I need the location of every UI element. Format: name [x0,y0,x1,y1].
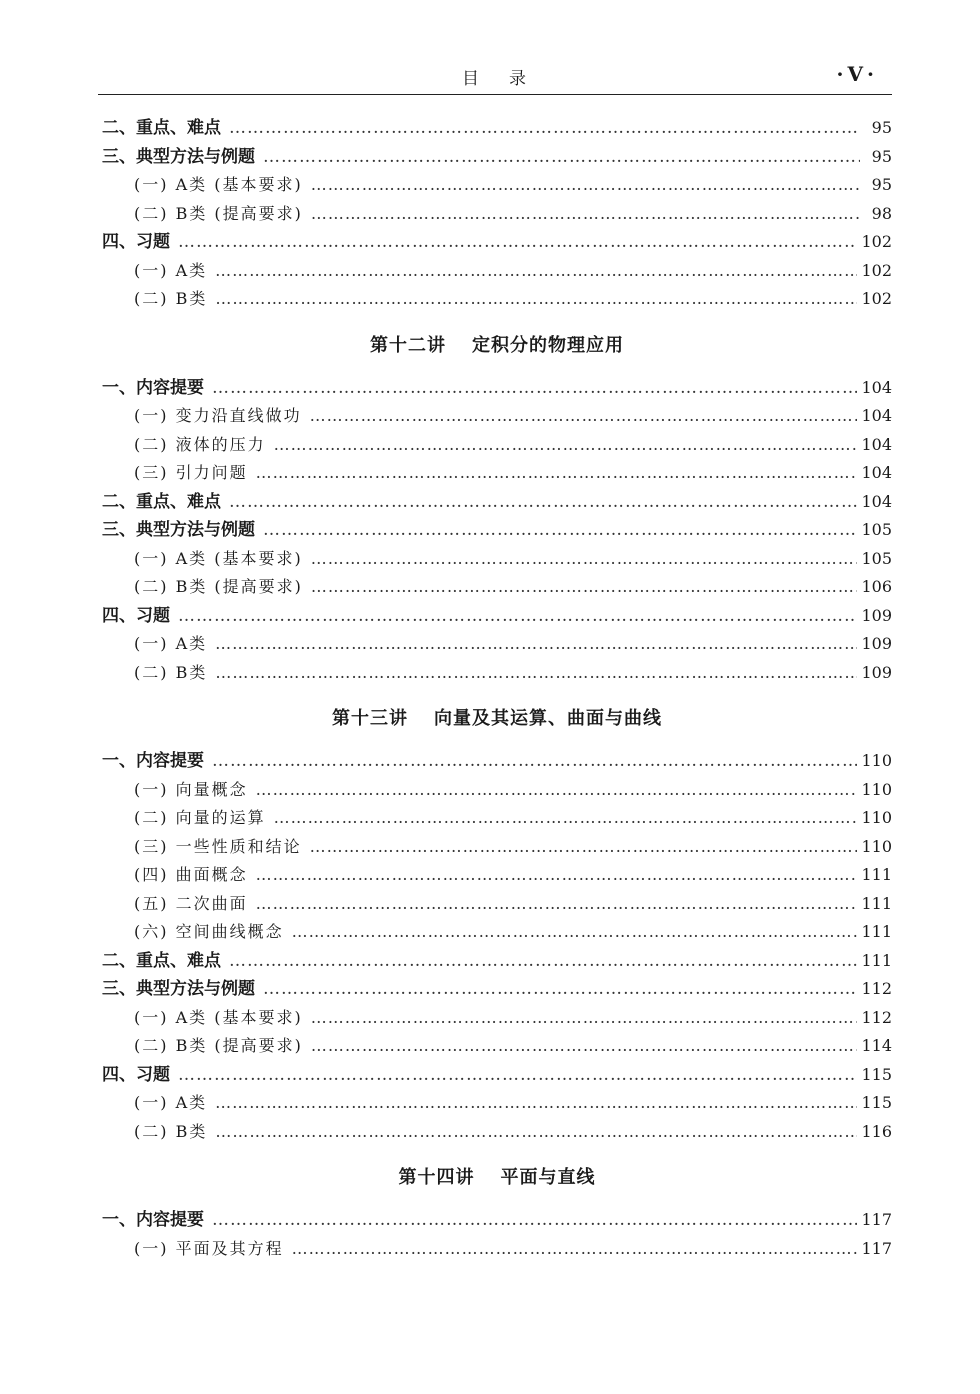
toc-entry[interactable] [102,804,892,833]
toc-entry-page: 105 [861,520,892,539]
dot-leader [263,143,860,172]
toc-entry-label: 四、习题 [102,232,170,252]
toc-entry-page: 110 [861,751,892,770]
toc-entry-page: 104 [861,463,892,482]
toc-entry-label: (五) 二次曲面 [134,893,248,913]
dot-leader [215,630,857,659]
dot-leader [256,776,858,805]
toc-entry[interactable] [102,459,892,488]
dot-leader [311,545,858,574]
toc-entry-label: (一) A类 [134,634,208,653]
toc-entry-label: (二) 液体的压力 [134,434,266,454]
toc-entry-label: (一) A类 (基本要求) [134,1007,303,1027]
lecture-heading [102,1146,892,1206]
lecture-title: 定积分的物理应用 [472,334,624,356]
toc-entry-label: (二) B类 [134,662,208,682]
toc-entry-label: 三、典型方法与例题 [102,146,255,167]
header-title-right: 录 [509,69,528,89]
lecture-number: 第十三讲 [332,708,408,729]
toc-entry-page: 111 [861,865,892,884]
toc-entry-page: 95 [871,175,892,194]
dot-leader [311,171,860,200]
dot-leader [256,459,858,488]
toc-entry-label: (四) 曲面概念 [134,865,248,884]
toc-entry-label: (一) A类 (基本要求) [134,175,303,194]
toc-entry-label: (一) 向量概念 [134,779,248,799]
toc-entry[interactable] [102,1206,892,1235]
toc-entry[interactable] [102,431,892,460]
dot-leader [311,200,860,229]
dot-leader [178,602,857,631]
toc-entry-page: 104 [861,377,892,397]
toc-entry-page: 104 [861,434,892,454]
toc-entry-page: 111 [861,922,892,941]
dot-leader [292,1235,858,1264]
dot-leader [310,402,858,431]
toc-entry-page: 110 [861,779,892,799]
toc-entry-label: (三) 一些性质和结论 [134,836,302,856]
toc-entry-page: 104 [861,406,892,425]
toc-entry-label: 三、典型方法与例题 [102,979,255,999]
dot-leader [178,228,857,257]
dot-leader [274,804,858,833]
toc-entry-label: (二) B类 (提高要求) [134,203,303,223]
toc-entry-label: 三、典型方法与例题 [102,520,255,540]
page-header [98,62,892,92]
dot-leader [215,257,857,286]
toc-entry-label: 一、内容提要 [102,1210,204,1230]
header-rule [98,94,892,95]
dot-leader [274,431,858,460]
toc-entry[interactable] [102,1089,892,1118]
toc-entry[interactable] [102,374,892,403]
toc-entry[interactable] [102,890,892,919]
toc-entry-page: 114 [861,1036,892,1055]
toc-entry[interactable] [102,143,892,172]
toc-entry[interactable] [102,114,892,143]
dot-leader [215,285,857,314]
toc-entry-label: 二、重点、难点 [102,950,221,971]
toc-entry-page: 110 [861,808,892,827]
toc-entry-label: 四、习题 [102,1064,170,1085]
dot-leader [256,861,858,890]
toc-entry[interactable] [102,1004,892,1033]
toc-entry-page: 109 [861,605,892,625]
toc-entry-label: (一) A类 [134,1093,208,1112]
toc-entry-page: 116 [861,1121,892,1141]
toc-entry[interactable] [102,228,892,257]
dot-leader [178,1061,857,1090]
toc-entry-page: 95 [871,146,892,166]
toc-entry[interactable] [102,402,892,431]
toc-entry-label: (一) 平面及其方程 [134,1238,284,1258]
dot-leader [263,516,857,545]
toc-entry[interactable] [102,516,892,545]
toc-entry-label: (二) B类 [134,1121,208,1141]
header-title-left: 目 [462,69,481,89]
toc-entry-page: 98 [871,203,892,223]
toc-entry[interactable] [102,975,892,1004]
dot-leader [311,1032,858,1061]
dot-leader [215,1118,857,1147]
toc-entry[interactable] [102,630,892,659]
toc-entry-label: (三) 引力问题 [134,463,248,482]
toc-entry-page: 102 [861,289,892,308]
toc-entry-label: (六) 空间曲线概念 [134,922,284,941]
toc-entry[interactable] [102,488,892,517]
toc-entry-page: 95 [871,118,892,137]
toc-entry-page: 112 [861,1007,892,1027]
dot-leader [292,918,858,947]
toc-entry[interactable] [102,947,892,976]
toc-entry-label: 一、内容提要 [102,751,204,771]
table-of-contents [102,114,892,1263]
dot-leader [212,374,857,403]
toc-entry-label: 二、重点、难点 [102,491,221,512]
toc-entry[interactable] [102,1032,892,1061]
toc-entry[interactable] [102,1235,892,1264]
dot-leader [212,1206,857,1235]
toc-entry-page: 110 [861,836,892,856]
toc-entry[interactable] [102,1118,892,1147]
toc-entry-page: 109 [861,662,892,682]
toc-entry[interactable] [102,573,892,602]
toc-entry[interactable] [102,257,892,286]
toc-entry[interactable] [102,776,892,805]
toc-entry-page: 102 [861,260,892,280]
toc-entry-page: 104 [861,491,892,511]
toc-entry[interactable] [102,747,892,776]
header-title [98,64,892,89]
toc-entry[interactable] [102,861,892,890]
dot-leader [215,1089,857,1118]
toc-entry[interactable] [102,545,892,574]
dot-leader [229,114,860,143]
toc-entry-page: 115 [861,1093,892,1112]
toc-entry-label: 二、重点、难点 [102,118,221,138]
lecture-heading [102,687,892,747]
toc-entry-label: 四、习题 [102,605,170,626]
lecture-title: 向量及其运算、曲面与曲线 [434,708,662,729]
toc-entry-label: (二) 向量的运算 [134,808,266,827]
lecture-title: 平面与直线 [500,1167,596,1188]
toc-entry-label: (二) B类 [134,289,208,308]
toc-entry[interactable] [102,171,892,200]
toc-entry-label: (一) A类 [134,260,208,280]
toc-entry-page: 111 [861,950,892,970]
dot-leader [215,659,857,688]
lecture-number: 第十四讲 [398,1167,475,1188]
toc-entry-page: 102 [861,232,892,251]
toc-entry-label: (二) B类 (提高要求) [134,577,303,596]
dot-leader [212,747,857,776]
toc-entry[interactable] [102,918,892,947]
toc-entry-label: (一) 变力沿直线做功 [134,406,302,425]
toc-entry-page: 115 [861,1064,892,1084]
toc-entry-page: 112 [861,979,892,998]
dot-leader [310,833,858,862]
toc-entry-page: 117 [861,1238,892,1258]
dot-leader [229,947,857,976]
toc-entry[interactable] [102,659,892,688]
toc-entry[interactable] [102,200,892,229]
toc-entry-page: 111 [861,893,892,913]
toc-entry[interactable] [102,833,892,862]
header-page-number: ·V· [836,62,878,86]
toc-entry-label: (二) B类 (提高要求) [134,1036,303,1055]
lecture-number: 第十二讲 [370,334,446,356]
toc-entry-label: (一) A类 (基本要求) [134,548,303,568]
toc-entry-page: 117 [861,1210,892,1229]
toc-entry-label: 一、内容提要 [102,377,204,398]
toc-entry[interactable] [102,1061,892,1090]
dot-leader [263,975,857,1004]
dot-leader [256,890,858,919]
dot-leader [311,1004,858,1033]
dot-leader [229,488,857,517]
toc-entry[interactable] [102,602,892,631]
dot-leader [311,573,858,602]
toc-entry-page: 105 [861,548,892,568]
lecture-heading [102,314,892,374]
toc-entry-page: 109 [861,634,892,653]
toc-entry[interactable] [102,285,892,314]
toc-entry-page: 106 [861,577,892,596]
